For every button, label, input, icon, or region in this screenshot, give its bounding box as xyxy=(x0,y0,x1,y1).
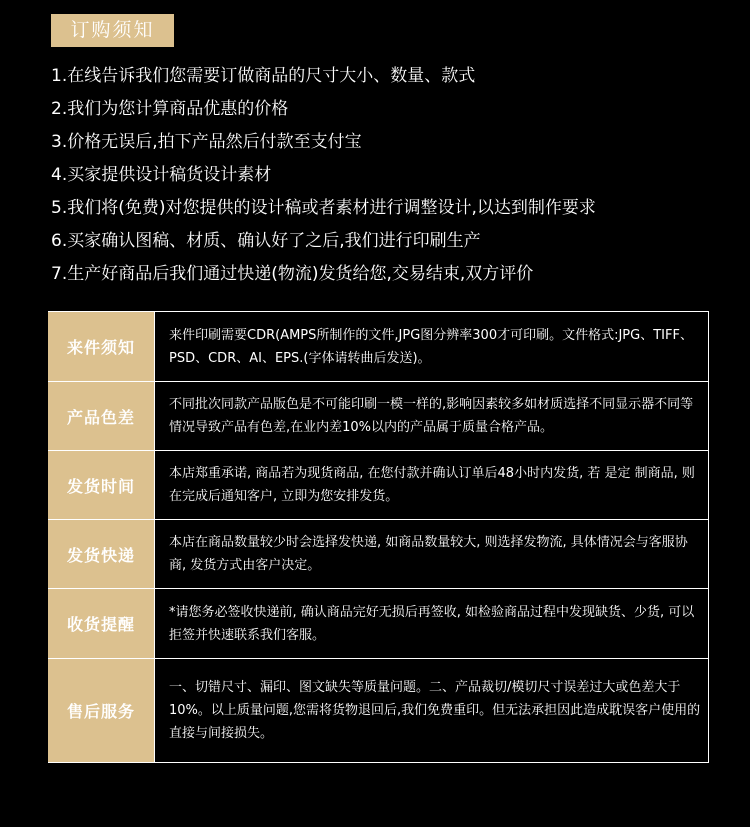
step-item-4: 4.买家提供设计稿货设计素材 xyxy=(51,165,272,185)
row-text: *请您务必签收快递前, 确认商品完好无损后再签收, 如检验商品过程中发现缺货、少货, 可以拒签并快速联系我们客服。 xyxy=(154,589,708,658)
row-text: 一、切错尺寸、漏印、图文缺失等质量问题。二、产品裁切/模切尺寸误差过大或色差大于10%。以上质量问题,您需将货物退回后,我们免费重印。但无法承担因此造成耽误客户使用的直接与间接损失。 xyxy=(154,659,708,762)
notice-table xyxy=(48,311,709,763)
step-item-1: 1.在线告诉我们您需要订做商品的尺寸大小、数量、款式 xyxy=(51,66,476,86)
table-row-file-requirements xyxy=(48,312,708,382)
step-item-2: 2.我们为您计算商品优惠的价格 xyxy=(51,99,289,119)
row-text: 不同批次同款产品版色是不可能印刷一模一样的,影响因素较多如材质选择不同显示器不同等情况导致产品有色差,在业内差10%以内的产品属于质量合格产品。 xyxy=(154,382,708,450)
row-label: 收货提醒 xyxy=(48,589,154,658)
step-item-3: 3.价格无误后,拍下产品然后付款至支付宝 xyxy=(51,132,362,152)
row-label: 售后服务 xyxy=(48,659,154,762)
order-steps-list xyxy=(51,60,731,291)
page-title: 订购须知 xyxy=(51,14,174,47)
step-item-5: 5.我们将(免费)对您提供的设计稿或者素材进行调整设计,以达到制作要求 xyxy=(51,198,596,218)
table-row-color-difference xyxy=(48,382,708,451)
table-row-receipt-reminder xyxy=(48,589,708,659)
step-item-7: 7.生产好商品后我们通过快递(物流)发货给您,交易结束,双方评价 xyxy=(51,264,534,284)
table-row-shipping-time xyxy=(48,451,708,520)
row-label: 发货快递 xyxy=(48,520,154,588)
table-row-after-sales xyxy=(48,659,708,763)
row-label: 发货时间 xyxy=(48,451,154,519)
row-label: 产品色差 xyxy=(48,382,154,450)
row-text: 本店郑重承诺, 商品若为现货商品, 在您付款并确认订单后48小时内发货, 若 是定 制商品, 则在完成后通知客户, 立即为您安排发货。 xyxy=(154,451,708,519)
row-text: 本店在商品数量较少时会选择发快递, 如商品数量较大, 则选择发物流, 具体情况会与客服协商, 发货方式由客户决定。 xyxy=(154,520,708,588)
row-text: 来件印刷需要CDR(AMPS所制作的文件,JPG图分辨率300才可印刷。文件格式:JPG、TIFF、PSD、CDR、AI、EPS.(字体请转曲后发送)。 xyxy=(154,312,708,381)
table-row-courier xyxy=(48,520,708,589)
row-label: 来件须知 xyxy=(48,312,154,381)
step-item-6: 6.买家确认图稿、材质、确认好了之后,我们进行印刷生产 xyxy=(51,231,481,251)
